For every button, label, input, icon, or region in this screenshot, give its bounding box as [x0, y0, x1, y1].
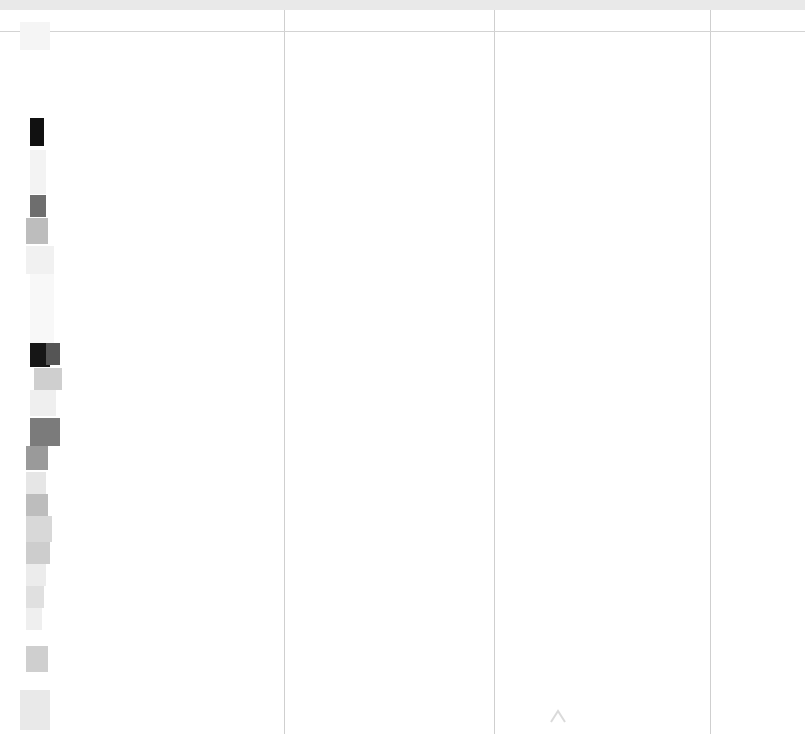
- blur-mask: [26, 542, 50, 564]
- blur-mask: [26, 246, 54, 274]
- blur-mask: [26, 494, 48, 516]
- column-divider: [494, 10, 495, 734]
- blur-mask: [26, 646, 48, 672]
- column-divider: [710, 10, 711, 734]
- blur-mask: [30, 390, 56, 416]
- blur-mask: [26, 446, 48, 470]
- top-strip: [0, 0, 805, 10]
- blur-mask: [26, 472, 46, 494]
- blur-mask: [34, 368, 62, 390]
- blur-mask: [30, 418, 60, 446]
- header-type[interactable]: [290, 10, 495, 31]
- blur-mask: [26, 564, 46, 586]
- watermark-logo-icon: [549, 708, 567, 726]
- blur-mask: [30, 118, 44, 146]
- blur-mask: [30, 195, 46, 217]
- blur-mask: [26, 516, 52, 542]
- blur-mask: [20, 22, 50, 50]
- header-desc[interactable]: [500, 10, 705, 31]
- blur-mask: [30, 274, 54, 344]
- blur-mask: [26, 586, 44, 608]
- blur-mask: [20, 690, 50, 730]
- header-name[interactable]: [34, 10, 296, 31]
- header-row: [0, 10, 805, 32]
- column-divider: [284, 10, 285, 734]
- blur-mask: [26, 218, 48, 244]
- blur-mask: [26, 608, 42, 630]
- blur-mask: [46, 343, 60, 365]
- blur-mask: [30, 150, 46, 194]
